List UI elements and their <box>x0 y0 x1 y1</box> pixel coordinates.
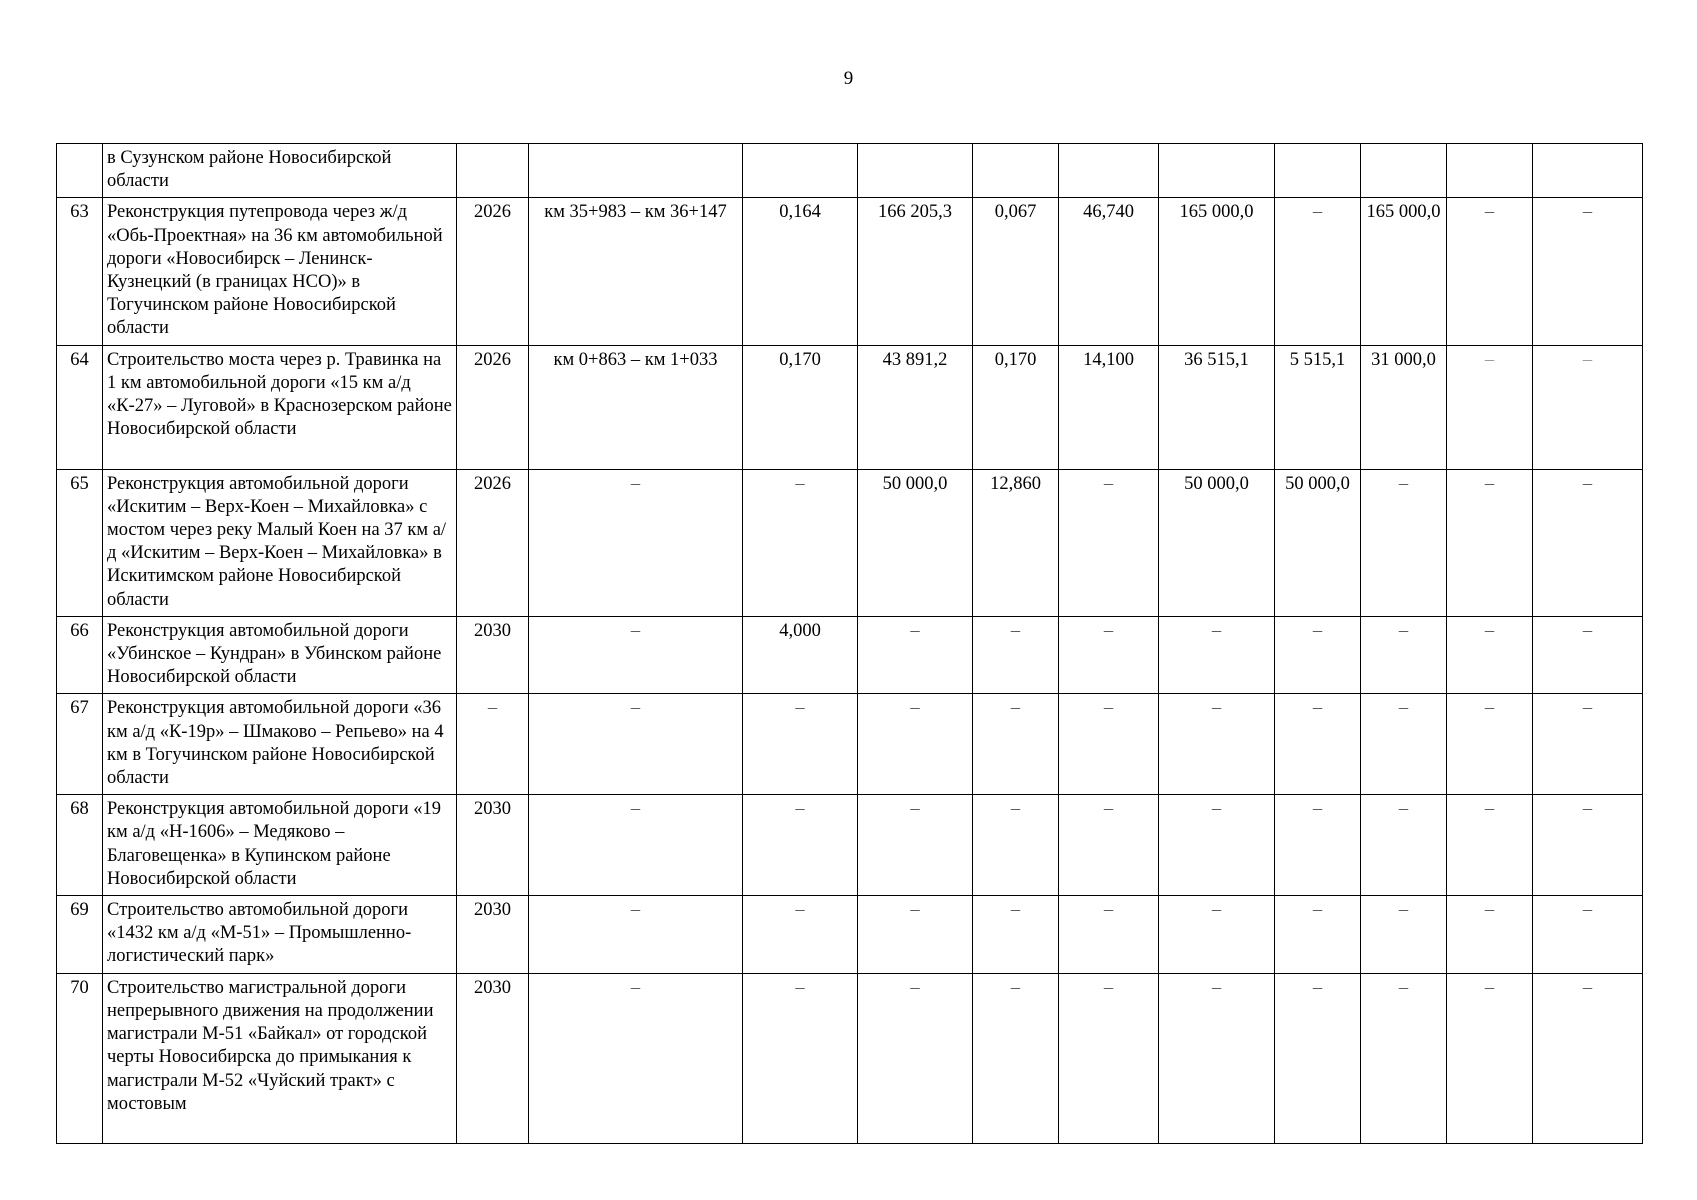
value-cell <box>743 144 858 198</box>
value-cell: 50 000,0 <box>1159 469 1275 616</box>
value-cell: 4,000 <box>743 616 858 694</box>
table-row <box>57 694 1643 795</box>
value-cell: 43 891,2 <box>858 345 973 469</box>
value-cell: 14,100 <box>1059 345 1159 469</box>
value-cell: – <box>1275 694 1361 795</box>
value-cell: – <box>1361 896 1447 974</box>
value-cell: – <box>1275 616 1361 694</box>
table-row <box>57 973 1643 1143</box>
value-cell: 31 000,0 <box>1361 345 1447 469</box>
value-cell: – <box>1447 795 1533 896</box>
year-cell: 2026 <box>457 469 529 616</box>
table-row <box>57 896 1643 974</box>
value-cell: – <box>743 973 858 1143</box>
value-cell: – <box>1533 469 1643 616</box>
row-number: 69 <box>57 896 103 974</box>
project-name: Строительство моста через р. Травинка на 1 км автомобильной дороги «15 км а/д «К-27» – Луговой» в Краснозерском районе Новосибирской области <box>103 345 457 469</box>
value-cell: 0,164 <box>743 198 858 345</box>
value-cell: – <box>858 896 973 974</box>
row-number <box>57 144 103 198</box>
value-cell: – <box>1447 198 1533 345</box>
value-cell: – <box>743 469 858 616</box>
km-range-cell: – <box>529 694 743 795</box>
value-cell: – <box>973 973 1059 1143</box>
value-cell <box>1159 144 1275 198</box>
value-cell: – <box>1059 469 1159 616</box>
project-name: Реконструкция автомобильной дороги «36 км а/д «К-19р» – Шмаково – Репьево» на 4 км в Тогучинском районе Новосибирской области <box>103 694 457 795</box>
value-cell <box>1275 144 1361 198</box>
km-range-cell: км 35+983 – км 36+147 <box>529 198 743 345</box>
row-number: 67 <box>57 694 103 795</box>
project-name: Реконструкция путепровода через ж/д «Обь-Проектная» на 36 км автомобильной дороги «Новосибирск – Ленинск-Кузнецкий (в границах НСО)» в Тогучинском районе Новосибирской области <box>103 198 457 345</box>
value-cell: – <box>1059 795 1159 896</box>
value-cell: – <box>1361 973 1447 1143</box>
value-cell: – <box>743 694 858 795</box>
year-cell <box>457 144 529 198</box>
value-cell <box>1361 144 1447 198</box>
value-cell <box>858 144 973 198</box>
value-cell: – <box>743 795 858 896</box>
project-name: Строительство автомобильной дороги «1432 км а/д «М-51» – Промышленно-логистический парк» <box>103 896 457 974</box>
value-cell: – <box>1447 345 1533 469</box>
value-cell: – <box>1059 896 1159 974</box>
value-cell: 0,170 <box>973 345 1059 469</box>
km-range-cell <box>529 144 743 198</box>
value-cell: – <box>973 616 1059 694</box>
year-cell: 2026 <box>457 345 529 469</box>
value-cell: – <box>1447 616 1533 694</box>
project-name: Строительство магистральной дороги непрерывного движения на продолжении магистрали М-51 «Байкал» от городской черты Новосибирска до примыкания к магистрали М-52 «Чуйский тракт» с мостовым <box>103 973 457 1143</box>
row-number: 66 <box>57 616 103 694</box>
km-range-cell: – <box>529 469 743 616</box>
km-range-cell: – <box>529 896 743 974</box>
value-cell <box>1447 144 1533 198</box>
value-cell: – <box>1159 694 1275 795</box>
value-cell: 12,860 <box>973 469 1059 616</box>
value-cell: – <box>973 896 1059 974</box>
year-cell: 2030 <box>457 795 529 896</box>
value-cell: – <box>1361 694 1447 795</box>
value-cell: – <box>973 795 1059 896</box>
value-cell: – <box>858 616 973 694</box>
value-cell: – <box>1533 616 1643 694</box>
table-row <box>57 469 1643 616</box>
value-cell: – <box>1059 616 1159 694</box>
value-cell: – <box>1159 795 1275 896</box>
page-number: 9 <box>843 68 854 89</box>
value-cell: 165 000,0 <box>1159 198 1275 345</box>
value-cell: 46,740 <box>1059 198 1159 345</box>
value-cell: – <box>858 973 973 1143</box>
value-cell <box>973 144 1059 198</box>
project-name: Реконструкция автомобильной дороги «Искитим – Верх-Коен – Михайловка» с мостом через реку Малый Коен на 37 км а/д «Искитим – Верх-Коен – Михайловка» в Искитимском районе Новосибирской области <box>103 469 457 616</box>
value-cell: 0,067 <box>973 198 1059 345</box>
value-cell: – <box>1275 795 1361 896</box>
value-cell: – <box>1275 973 1361 1143</box>
value-cell: 0,170 <box>743 345 858 469</box>
value-cell: – <box>743 896 858 974</box>
value-cell: – <box>1533 896 1643 974</box>
project-name: в Сузунском районе Новосибирской области <box>103 144 457 198</box>
value-cell: – <box>1361 795 1447 896</box>
value-cell <box>1059 144 1159 198</box>
value-cell: – <box>1533 973 1643 1143</box>
table-row <box>57 616 1643 694</box>
value-cell: – <box>1159 616 1275 694</box>
table-row <box>57 795 1643 896</box>
value-cell: 50 000,0 <box>1275 469 1361 616</box>
value-cell: – <box>973 694 1059 795</box>
value-cell: – <box>858 694 973 795</box>
row-number: 63 <box>57 198 103 345</box>
value-cell: – <box>1447 694 1533 795</box>
year-cell: 2030 <box>457 973 529 1143</box>
value-cell: – <box>1275 896 1361 974</box>
km-range-cell: – <box>529 616 743 694</box>
road-projects-table <box>56 143 1643 1144</box>
value-cell: – <box>1447 469 1533 616</box>
table-row <box>57 345 1643 469</box>
value-cell: – <box>1159 973 1275 1143</box>
year-cell: – <box>457 694 529 795</box>
value-cell: – <box>1159 896 1275 974</box>
value-cell: – <box>1533 795 1643 896</box>
value-cell <box>1533 144 1643 198</box>
row-number: 70 <box>57 973 103 1143</box>
row-number: 65 <box>57 469 103 616</box>
value-cell: – <box>1447 896 1533 974</box>
value-cell: – <box>1533 345 1643 469</box>
year-cell: 2030 <box>457 896 529 974</box>
row-number: 68 <box>57 795 103 896</box>
value-cell: – <box>1447 973 1533 1143</box>
value-cell: 5 515,1 <box>1275 345 1361 469</box>
km-range-cell: км 0+863 – км 1+033 <box>529 345 743 469</box>
value-cell: 50 000,0 <box>858 469 973 616</box>
value-cell: – <box>1533 198 1643 345</box>
value-cell: – <box>858 795 973 896</box>
project-name: Реконструкция автомобильной дороги «19 км а/д «Н-1606» – Медяково – Благовещенка» в Купинском районе Новосибирской области <box>103 795 457 896</box>
project-name: Реконструкция автомобильной дороги «Убинское – Кундран» в Убинском районе Новосибирской области <box>103 616 457 694</box>
value-cell: 165 000,0 <box>1361 198 1447 345</box>
value-cell: – <box>1275 198 1361 345</box>
year-cell: 2026 <box>457 198 529 345</box>
value-cell: 36 515,1 <box>1159 345 1275 469</box>
value-cell: – <box>1361 616 1447 694</box>
value-cell: – <box>1361 469 1447 616</box>
value-cell: – <box>1059 694 1159 795</box>
row-number: 64 <box>57 345 103 469</box>
km-range-cell: – <box>529 795 743 896</box>
value-cell: – <box>1533 694 1643 795</box>
km-range-cell: – <box>529 973 743 1143</box>
value-cell: 166 205,3 <box>858 198 973 345</box>
table-row <box>57 144 1643 198</box>
value-cell: – <box>1059 973 1159 1143</box>
table-row <box>57 198 1643 345</box>
year-cell: 2030 <box>457 616 529 694</box>
